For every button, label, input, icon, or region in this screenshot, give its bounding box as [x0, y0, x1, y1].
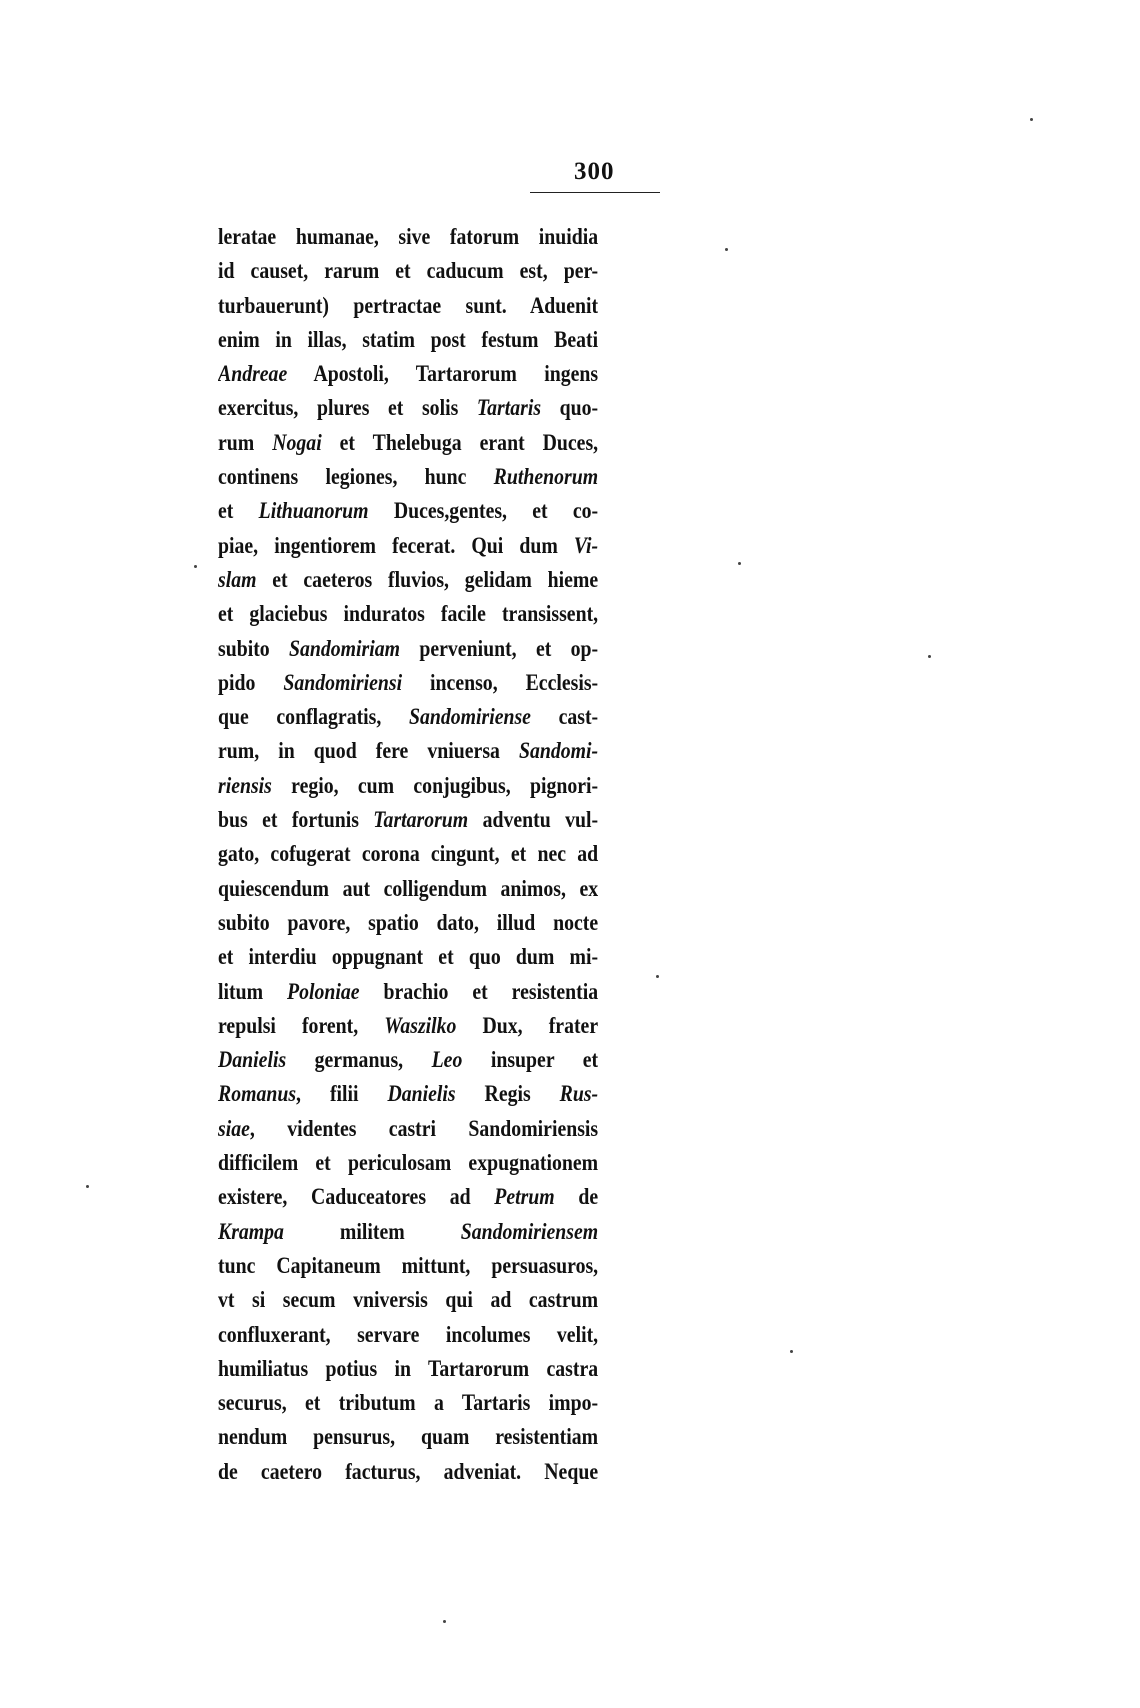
text-segment: germanus,	[286, 1047, 432, 1073]
text-line	[218, 289, 598, 323]
text-segment: turbauerunt) pertractae sunt. Aduenit	[218, 292, 599, 318]
text-segment: Duces,gentes, et co-	[368, 498, 599, 524]
text-segment: securus, et tributum a Tartaris impo-	[218, 1390, 599, 1416]
page-number: 300	[574, 158, 615, 185]
text-segment: et Thelebuga erant Duces,	[321, 429, 599, 455]
text-segment: leratae humanae, sive fatorum inuidia	[218, 224, 599, 249]
text-segment: repulsi forent,	[218, 1012, 385, 1038]
scan-speck	[928, 655, 931, 658]
page-number-rule	[530, 192, 660, 193]
italic-text: Sandomiriensi	[283, 669, 403, 695]
italic-text: Waszilko	[384, 1012, 457, 1038]
text-line	[218, 494, 598, 528]
italic-text: Lithuanorum	[258, 498, 369, 524]
text-segment: continens legiones, hunc	[218, 464, 494, 490]
text-segment: subito pavore, spatio dato, illud nocte	[218, 909, 599, 935]
text-segment: adventu vul-	[468, 807, 599, 833]
text-line	[218, 254, 598, 288]
text-line	[218, 1455, 598, 1489]
text-line	[218, 1420, 598, 1454]
text-line	[218, 837, 598, 871]
text-segment: que conflagratis,	[218, 704, 409, 730]
text-segment: et interdiu oppugnant et quo dum mi-	[218, 944, 599, 970]
text-line	[218, 1112, 598, 1146]
text-segment: subito	[218, 635, 290, 661]
text-line	[218, 357, 598, 391]
text-line	[218, 734, 598, 768]
text-segment: confluxerant, servare incolumes velit,	[218, 1321, 599, 1347]
text-line	[218, 1386, 598, 1420]
italic-text: Rus-	[559, 1081, 599, 1107]
text-segment: quo-	[541, 395, 599, 421]
text-line	[218, 1180, 598, 1214]
italic-text: Sandomi-	[518, 738, 599, 764]
text-segment: et	[218, 498, 259, 524]
text-line	[218, 872, 598, 906]
text-segment: Regis	[455, 1081, 560, 1107]
text-segment: bus et fortunis	[218, 807, 374, 833]
italic-text: Ruthenorum	[493, 464, 599, 490]
italic-text: siae	[218, 1115, 250, 1141]
text-line	[218, 632, 598, 666]
text-segment: de caetero facturus, adveniat. Neque	[218, 1458, 599, 1484]
text-line	[218, 426, 598, 460]
italic-text: Danielis	[218, 1047, 287, 1073]
text-segment: perveniunt, et op-	[400, 635, 599, 661]
italic-text: Tartarorum	[373, 807, 469, 833]
text-segment: nendum pensurus, quam resistentiam	[218, 1424, 599, 1450]
text-segment: gato, cofugerat corona cingunt, et nec ad	[218, 841, 599, 867]
scan-speck	[656, 975, 659, 978]
text-line	[218, 1318, 598, 1352]
text-line	[218, 563, 598, 597]
text-segment: humiliatus potius in Tartarorum castra	[218, 1355, 599, 1381]
text-segment: quiescendum aut colligendum animos, ex	[218, 875, 599, 901]
scan-speck	[194, 565, 197, 568]
text-line	[218, 1077, 598, 1111]
italic-text: Andreae	[218, 361, 288, 387]
italic-text: riensis	[218, 772, 272, 798]
scan-speck	[738, 562, 741, 565]
text-column	[218, 220, 598, 1489]
text-segment: exercitus, plures et solis	[218, 395, 477, 421]
text-segment: , videntes castri Sandomiriensis	[249, 1115, 599, 1141]
text-segment: de	[554, 1184, 599, 1210]
text-line	[218, 220, 598, 254]
text-segment: , filii	[296, 1081, 388, 1107]
text-segment: Dux, frater	[456, 1012, 599, 1038]
text-line	[218, 1146, 598, 1180]
text-line	[218, 769, 598, 803]
italic-text: Nogai	[272, 429, 322, 455]
text-segment: enim in illas, statim post festum Beati	[218, 326, 599, 352]
italic-text: Vi-	[573, 532, 599, 558]
text-segment: rum	[218, 429, 273, 455]
text-segment: piae, ingentiorem fecerat. Qui dum	[218, 532, 574, 558]
text-line	[218, 1283, 598, 1317]
text-line	[218, 597, 598, 631]
text-line	[218, 906, 598, 940]
text-line	[218, 1215, 598, 1249]
text-segment: insuper et	[462, 1047, 599, 1073]
scan-speck	[1030, 118, 1033, 121]
text-segment: regio, cum conjugibus, pignori-	[271, 772, 599, 798]
text-line	[218, 460, 598, 494]
text-line	[218, 803, 598, 837]
text-segment: tunc Capitaneum mittunt, persuasuros,	[218, 1252, 599, 1278]
text-line	[218, 323, 598, 357]
text-segment: Apostoli, Tartarorum ingens	[287, 361, 599, 387]
italic-text: Danielis	[387, 1081, 456, 1107]
text-line	[218, 666, 598, 700]
text-segment: rum, in quod fere vniuersa	[218, 738, 519, 764]
italic-text: Sandomiriensem	[460, 1218, 599, 1244]
text-segment: incenso, Ecclesis-	[402, 669, 599, 695]
text-segment: pido	[218, 669, 284, 695]
text-line	[218, 1249, 598, 1283]
scan-speck	[86, 1185, 89, 1188]
text-line	[218, 975, 598, 1009]
text-segment: brachio et resistentia	[359, 978, 599, 1004]
text-line	[218, 1043, 598, 1077]
text-segment: et glaciebus induratos facile transissent,	[218, 601, 599, 627]
text-line	[218, 1352, 598, 1386]
text-segment: militem	[283, 1218, 461, 1244]
italic-text: Krampa	[218, 1218, 284, 1244]
italic-text: Leo	[431, 1047, 463, 1073]
text-line	[218, 529, 598, 563]
scan-speck	[790, 1350, 793, 1353]
italic-text: Sandomiriense	[408, 704, 531, 730]
text-line	[218, 1009, 598, 1043]
text-segment: vt si secum vniversis qui ad castrum	[218, 1287, 599, 1313]
scan-speck	[725, 248, 728, 251]
text-segment: cast-	[530, 704, 599, 730]
italic-text: Petrum	[494, 1184, 555, 1210]
text-segment: litum	[218, 978, 288, 1004]
text-line	[218, 940, 598, 974]
italic-text: Tartaris	[476, 395, 542, 421]
text-line	[218, 700, 598, 734]
italic-text: slam	[218, 566, 257, 592]
scan-speck	[443, 1620, 446, 1623]
text-segment: existere, Caduceatores ad	[218, 1184, 495, 1210]
text-line	[218, 391, 598, 425]
italic-text: Sandomiriam	[289, 635, 401, 661]
italic-text: Romanus	[218, 1081, 297, 1107]
text-segment: et caeteros fluvios, gelidam hieme	[256, 566, 599, 592]
text-segment: difficilem et periculosam expugnationem	[218, 1150, 599, 1176]
text-segment: id causet, rarum et caducum est, per-	[218, 258, 599, 284]
italic-text: Poloniae	[287, 978, 360, 1004]
